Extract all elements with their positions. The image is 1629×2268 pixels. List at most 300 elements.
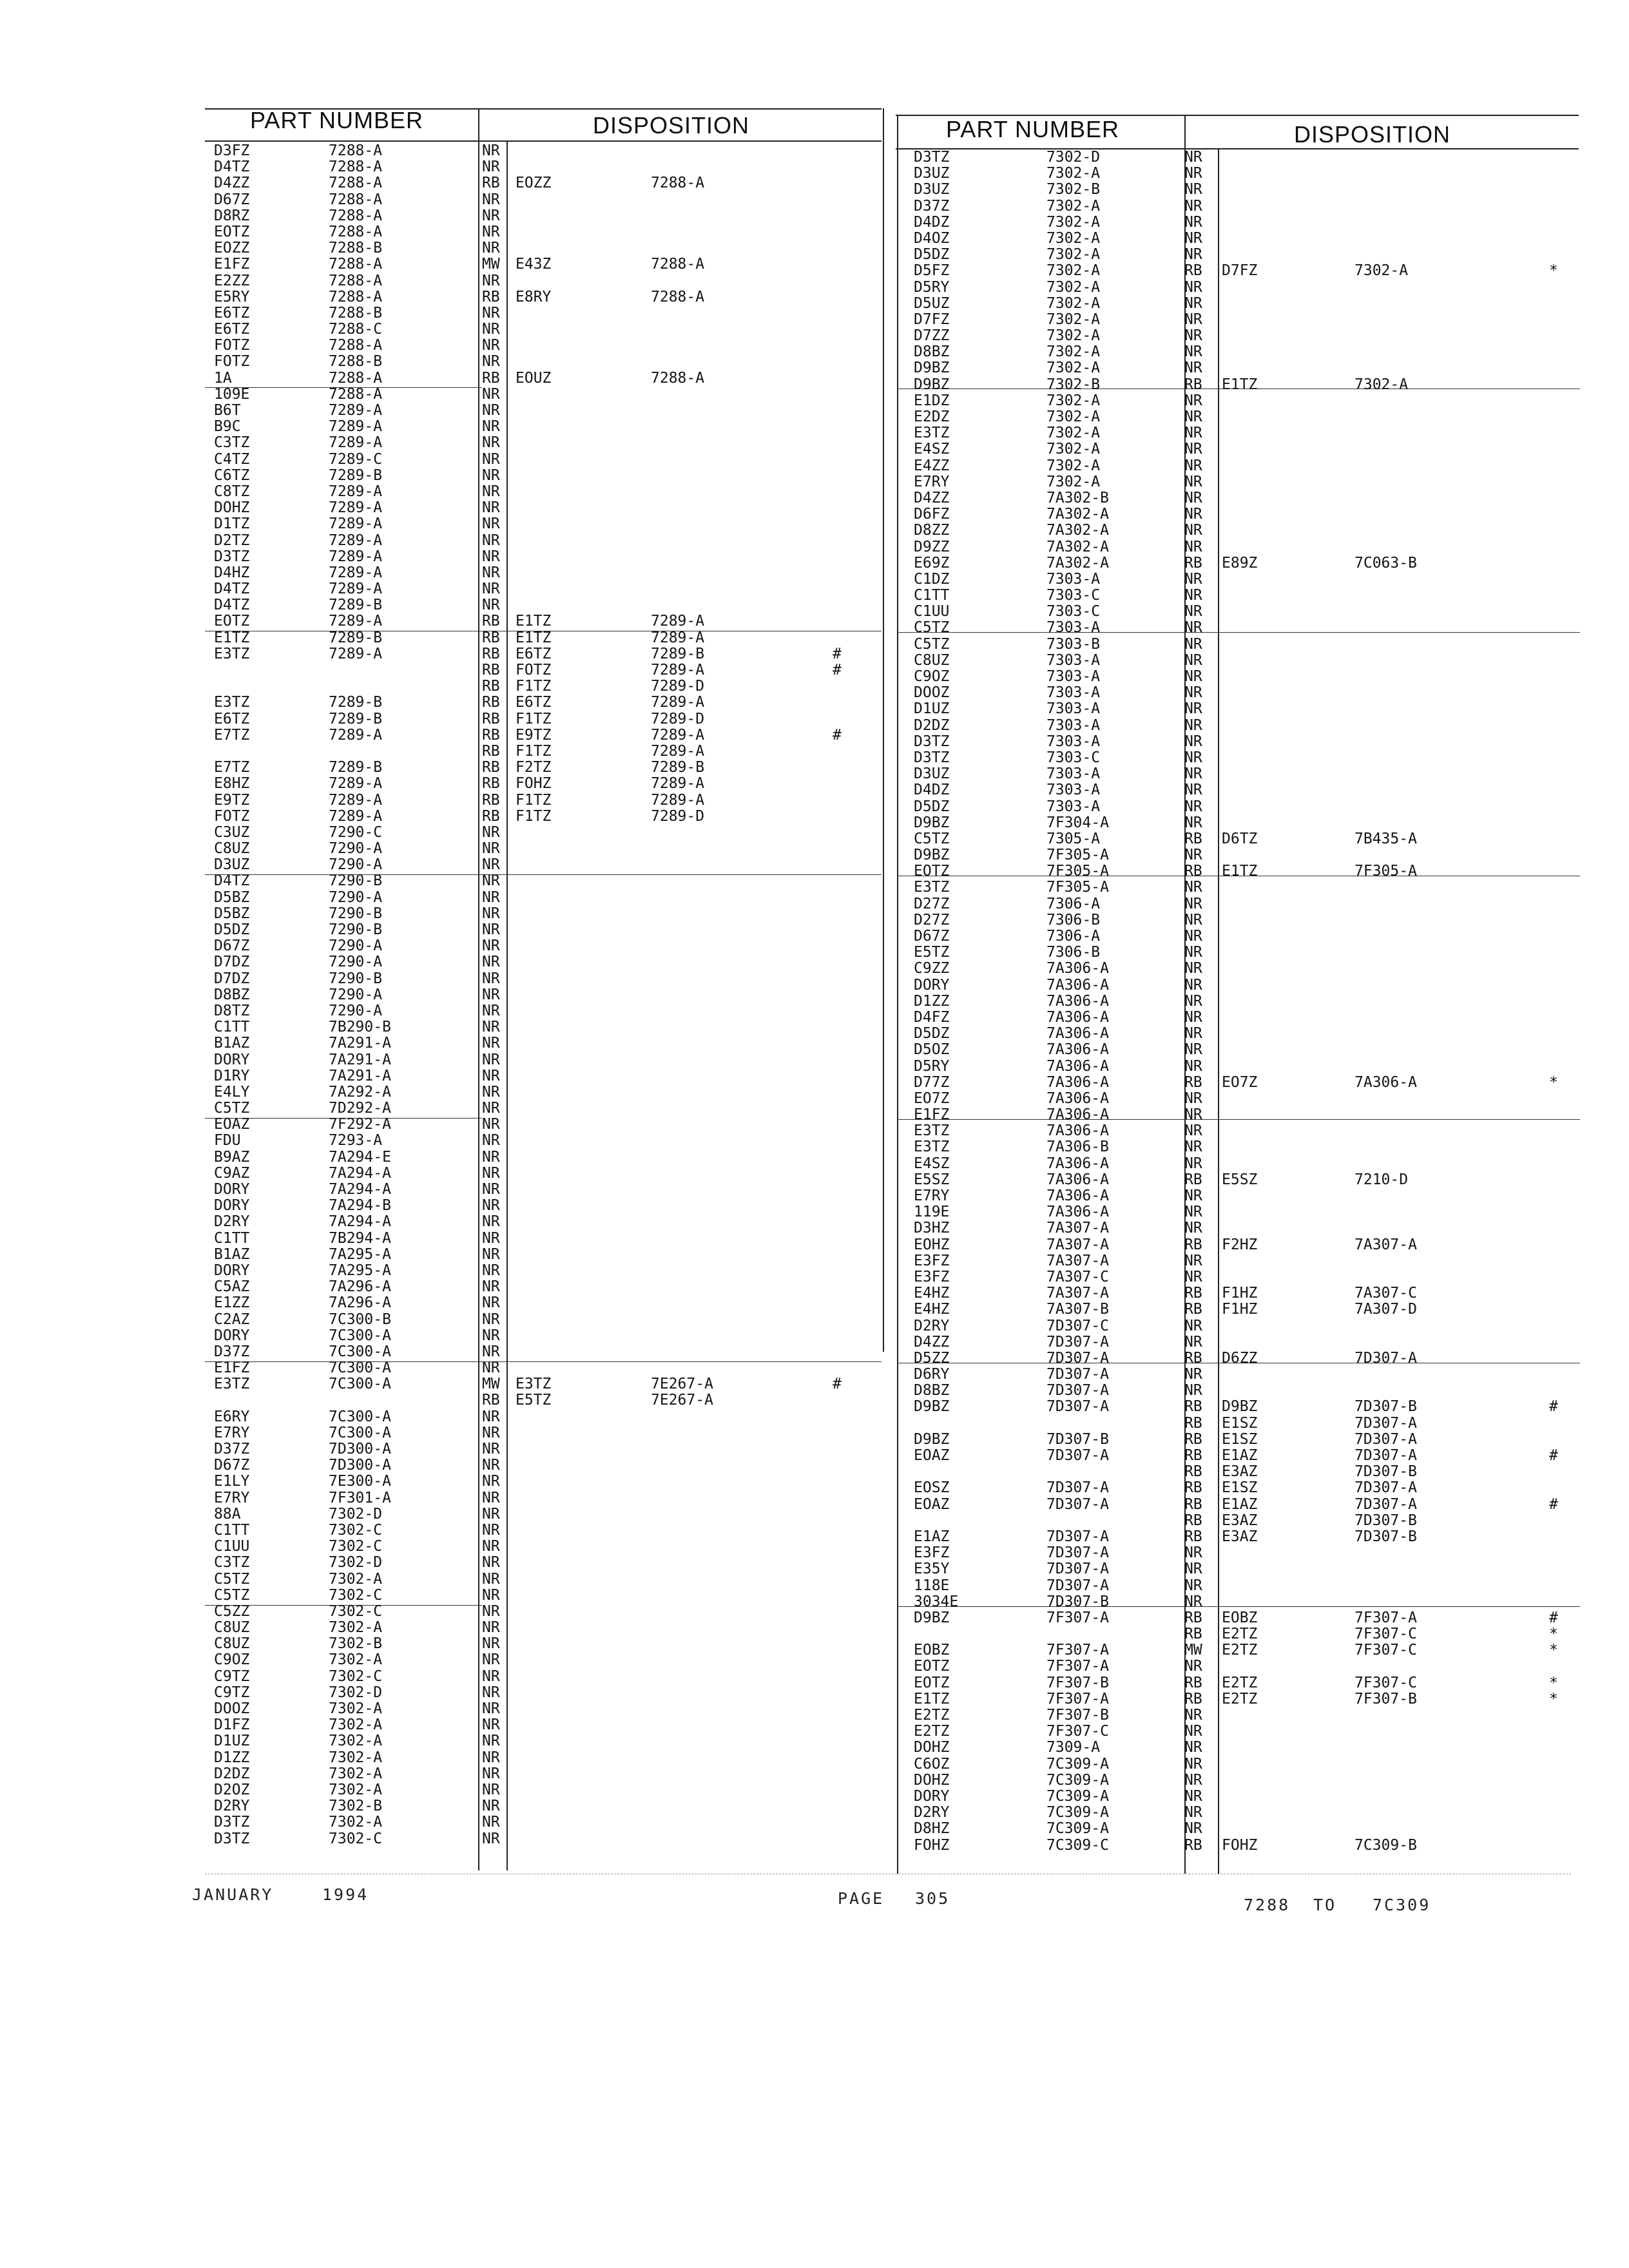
part-base: 7289-A (329, 775, 383, 793)
replacement-base: 7289-D (651, 678, 705, 695)
disposition-code: NR (1184, 619, 1202, 637)
part-base: 7302-A (1046, 197, 1101, 215)
disposition-code: NR (482, 823, 500, 841)
disposition-code: NR (1184, 327, 1202, 345)
part-prefix: E6TZ (214, 321, 250, 338)
disposition-code: NR (1184, 360, 1202, 377)
table-row (898, 815, 1575, 831)
table-row (898, 1529, 1575, 1545)
part-base: 7D307-A (1046, 1333, 1109, 1350)
part-base: 7C309-A (1046, 1804, 1109, 1821)
disposition-code: NR (482, 1798, 500, 1815)
table-row (898, 425, 1575, 441)
disposition-code: NR (1184, 165, 1202, 182)
disposition-code: NR (1184, 782, 1202, 799)
disposition-code: NR (482, 1538, 500, 1555)
table-row (898, 588, 1575, 604)
table-row (898, 1626, 1575, 1642)
note-mark: # (1549, 1495, 1558, 1513)
disposition-code: NR (482, 1035, 500, 1052)
part-prefix: D5DZ (914, 246, 950, 264)
table-row (898, 1334, 1575, 1350)
part-prefix: D3UZ (214, 856, 250, 874)
part-base: 7D307-A (1046, 1398, 1109, 1416)
disposition-code: RB (1184, 1674, 1202, 1691)
part-prefix: E4HZ (914, 1301, 950, 1318)
replacement-base: 7D307-A (1354, 1495, 1417, 1513)
note-mark: * (1549, 262, 1558, 280)
part-base: 7289-A (329, 402, 383, 419)
table-row (206, 922, 876, 938)
replacement-base: 7289-A (651, 775, 705, 793)
replacement-prefix: EOUZ (516, 369, 552, 387)
part-prefix: D8ZZ (914, 522, 950, 539)
part-prefix: E1TZ (214, 629, 250, 646)
part-base: 7288-A (329, 385, 383, 403)
part-base: 7302-B (1046, 376, 1101, 393)
table-row (898, 1805, 1575, 1821)
part-prefix: B1AZ (214, 1245, 250, 1263)
disposition-code: RB (1184, 1447, 1202, 1464)
part-prefix: EOTZ (914, 1674, 950, 1691)
part-base: 7290-A (329, 889, 383, 906)
table-row (206, 1441, 876, 1457)
footer-month: JANUARY (192, 1885, 274, 1904)
table-row (206, 1279, 876, 1295)
disposition-code: NR (1184, 1723, 1202, 1740)
table-row (898, 1561, 1575, 1577)
table-row (898, 1302, 1575, 1318)
table-row (206, 841, 876, 857)
disposition-code: NR (482, 223, 500, 240)
disposition-code: NR (482, 450, 500, 468)
table-row (206, 760, 876, 776)
replacement-base: 7C063-B (1354, 554, 1417, 572)
disposition-code: NR (482, 499, 500, 517)
part-prefix: E3TZ (214, 694, 250, 711)
table-row (206, 1474, 876, 1490)
part-prefix: D4TZ (214, 597, 250, 614)
part-prefix: E1TZ (914, 1690, 950, 1707)
part-base: 7302-A (1046, 343, 1101, 361)
table-row (206, 1425, 876, 1441)
table-row (206, 727, 876, 744)
part-base: 7A302-B (1046, 489, 1109, 506)
part-base: 7290-B (329, 970, 383, 987)
disposition-code: RB (1184, 1495, 1202, 1513)
part-base: 7289-B (329, 597, 383, 614)
replacement-prefix: E1SZ (1222, 1414, 1258, 1432)
part-base: 7290-C (329, 823, 383, 841)
table-row (206, 1555, 876, 1571)
table-row (206, 1506, 876, 1523)
part-base: 7290-B (329, 905, 383, 922)
disposition-code: RB (1184, 1479, 1202, 1497)
part-prefix: DORY (214, 1051, 250, 1068)
disposition-code: NR (1184, 1577, 1202, 1594)
table-row (898, 766, 1575, 782)
table-row (898, 458, 1575, 474)
part-prefix: FOTZ (214, 807, 250, 825)
part-prefix: E5TZ (914, 944, 950, 961)
disposition-code: NR (1184, 425, 1202, 442)
part-base: 7A306-A (1046, 1171, 1109, 1188)
part-base: 7A294-A (329, 1181, 391, 1198)
part-prefix: E1FZ (214, 1360, 250, 1377)
replacement-prefix: E1TZ (1222, 863, 1258, 880)
part-base: 7302-A (1046, 165, 1101, 182)
disposition-code: NR (482, 466, 500, 484)
table-row (898, 344, 1575, 360)
part-prefix: D37Z (214, 1441, 250, 1457)
part-base: 7302-C (329, 1830, 383, 1847)
disposition-code: RB (482, 710, 500, 727)
disposition-code: NR (482, 905, 500, 922)
table-row (206, 159, 876, 175)
replacement-prefix: FOHZ (516, 775, 552, 793)
table-row (206, 1019, 876, 1035)
part-prefix: D1ZZ (214, 1749, 250, 1766)
disposition-code: NR (482, 532, 500, 549)
part-prefix: C9TZ (214, 1667, 250, 1685)
disposition-code: RB (1184, 1414, 1202, 1432)
left-disposition-header: DISPOSITION (593, 112, 750, 139)
table-row (206, 630, 876, 646)
disposition-code: NR (1184, 765, 1202, 783)
part-base: 7A296-A (329, 1294, 391, 1312)
disposition-code: NR (1184, 635, 1202, 653)
replacement-base: 7289-A (651, 629, 705, 646)
table-row (898, 1399, 1575, 1415)
part-base: 7302-A (329, 1733, 383, 1750)
table-row (898, 296, 1575, 312)
part-prefix: D9BZ (914, 376, 950, 393)
disposition-code: NR (1184, 587, 1202, 604)
footer-year: 1994 (322, 1885, 369, 1904)
part-prefix: DOHZ (214, 499, 250, 517)
part-prefix: D8BZ (914, 1382, 950, 1399)
part-prefix: FDU (214, 1132, 241, 1149)
part-base: 7F307-A (1046, 1658, 1109, 1675)
part-base: 7F304-A (1046, 814, 1109, 831)
part-base: 7288-A (329, 142, 383, 159)
disposition-code: NR (482, 1262, 500, 1279)
disposition-code: NR (482, 1814, 500, 1831)
part-prefix: E2DZ (914, 408, 950, 425)
part-base: 7302-D (329, 1505, 383, 1523)
part-base: 7290-A (329, 986, 383, 1003)
table-row (898, 1464, 1575, 1480)
part-base: 7A291-A (329, 1067, 391, 1084)
part-base: 7A296-A (329, 1278, 391, 1296)
footer-range-to: 7C309 (1373, 1896, 1431, 1914)
part-prefix: E1FZ (914, 1106, 950, 1124)
disposition-code: NR (482, 1441, 500, 1457)
table-row (898, 1367, 1575, 1383)
disposition-code: NR (1184, 928, 1202, 945)
part-base: 7C309-C (1046, 1836, 1109, 1854)
table-row (898, 1042, 1575, 1058)
part-base: 7302-A (1046, 360, 1101, 377)
part-base: 7290-A (329, 1002, 383, 1019)
part-prefix: E1FZ (214, 256, 250, 273)
part-base: 7303-A (1046, 716, 1101, 734)
disposition-code: NR (1184, 814, 1202, 831)
part-prefix: D2OZ (214, 1781, 250, 1798)
part-prefix: D3FZ (214, 142, 250, 159)
part-prefix: E3FZ (914, 1544, 950, 1562)
table-row (206, 1214, 876, 1230)
disposition-code: NR (1184, 473, 1202, 490)
disposition-code: RB (1184, 1836, 1202, 1854)
part-prefix: EOSZ (914, 1479, 950, 1497)
center-divider-rule (883, 108, 884, 1352)
part-prefix: 118E (914, 1577, 950, 1594)
table-row (898, 701, 1575, 717)
part-prefix: DOOZ (914, 684, 950, 702)
disposition-code: MW (1184, 1642, 1202, 1659)
table-row (898, 1497, 1575, 1513)
table-row (898, 1107, 1575, 1123)
disposition-code: RB (482, 759, 500, 776)
disposition-code: NR (1184, 1008, 1202, 1026)
part-prefix: D3UZ (914, 165, 950, 182)
part-prefix: E1DZ (914, 392, 950, 409)
replacement-prefix: F1TZ (516, 807, 552, 825)
part-prefix: D4TZ (214, 872, 250, 890)
table-row (898, 734, 1575, 750)
table-row (898, 1253, 1575, 1269)
table-row (898, 1432, 1575, 1448)
table-row (206, 1814, 876, 1831)
replacement-base: 7289-A (651, 742, 705, 760)
disposition-code: NR (1184, 749, 1202, 766)
replacement-prefix: E1TZ (1222, 376, 1258, 393)
disposition-code: NR (482, 159, 500, 176)
left-parts-table (206, 143, 876, 1847)
part-base: 7D307-A (1046, 1577, 1109, 1594)
disposition-code: RB (1184, 1236, 1202, 1253)
part-base: 7290-B (329, 921, 383, 938)
table-row (206, 954, 876, 970)
part-base: 7289-B (329, 629, 383, 646)
table-row (898, 994, 1575, 1010)
part-prefix: C9TZ (214, 1684, 250, 1701)
table-row (898, 831, 1575, 847)
part-prefix: C5TZ (214, 1586, 250, 1604)
disposition-code: NR (1184, 343, 1202, 361)
table-row (898, 912, 1575, 928)
disposition-code: NR (1184, 441, 1202, 458)
replacement-prefix: E2TZ (1222, 1690, 1258, 1707)
part-prefix: D9BZ (914, 847, 950, 864)
part-base: 7289-B (329, 694, 383, 711)
part-prefix: E1AZ (914, 1528, 950, 1545)
footer-range-to-word: TO (1313, 1896, 1337, 1914)
table-row (898, 490, 1575, 506)
part-base: 7A306-A (1046, 1090, 1109, 1107)
disposition-code: NR (1184, 489, 1202, 506)
part-base: 7303-A (1046, 619, 1101, 637)
part-prefix: D1UZ (914, 700, 950, 718)
table-row (898, 718, 1575, 734)
part-base: 7302-D (329, 1554, 383, 1571)
disposition-code: NR (482, 1489, 500, 1506)
replacement-base: 7D307-A (1354, 1447, 1417, 1464)
disposition-code: NR (482, 1408, 500, 1425)
part-prefix: E5RY (214, 288, 250, 305)
replacement-prefix: E1AZ (1222, 1447, 1258, 1464)
part-base: 7A307-B (1046, 1301, 1109, 1318)
part-base: 7D307-B (1046, 1430, 1109, 1448)
part-base: 7288-A (329, 256, 383, 273)
part-base: 7F301-A (329, 1489, 391, 1506)
part-base: 7289-A (329, 645, 383, 662)
part-prefix: C1TT (214, 1521, 250, 1539)
table-row (898, 1789, 1575, 1805)
part-prefix: E6TZ (214, 304, 250, 322)
replacement-prefix: E3AZ (1222, 1528, 1258, 1545)
note-mark: # (1549, 1398, 1558, 1416)
part-base: 7F305-A (1046, 863, 1109, 880)
disposition-code: RB (1184, 1626, 1202, 1643)
part-prefix: C8UZ (914, 651, 950, 669)
part-base: 7D307-A (1046, 1561, 1109, 1578)
replacement-base: 7D307-B (1354, 1398, 1417, 1416)
part-base: 7302-A (329, 1619, 383, 1637)
table-row (898, 1220, 1575, 1236)
table-row (898, 653, 1575, 669)
part-prefix: E69Z (914, 554, 950, 572)
disposition-code: NR (1184, 1317, 1202, 1334)
disposition-code: RB (1184, 1430, 1202, 1448)
replacement-base: 7E267-A (651, 1392, 713, 1409)
disposition-code: NR (1184, 1252, 1202, 1269)
replacement-prefix: E2TZ (1222, 1674, 1258, 1691)
replacement-prefix: FOHZ (1222, 1836, 1258, 1854)
disposition-code: NR (482, 1067, 500, 1084)
part-base: 7302-A (329, 1651, 383, 1669)
disposition-code: NR (482, 1343, 500, 1360)
table-row (206, 192, 876, 208)
disposition-code: NR (482, 418, 500, 436)
disposition-code: NR (1184, 733, 1202, 750)
replacement-prefix: E89Z (1222, 554, 1258, 572)
part-prefix: C5AZ (214, 1278, 250, 1296)
part-prefix: D6FZ (914, 506, 950, 523)
replacement-prefix: E1SZ (1222, 1479, 1258, 1497)
part-base: 7293-A (329, 1132, 383, 1149)
table-row (898, 977, 1575, 994)
disposition-code: RB (1184, 1512, 1202, 1529)
part-prefix: D2TZ (214, 532, 250, 549)
table-row (206, 971, 876, 987)
part-prefix: EO7Z (914, 1090, 950, 1107)
table-row (898, 247, 1575, 263)
part-base: 7290-A (329, 954, 383, 971)
part-prefix: D67Z (214, 1457, 250, 1474)
part-base: 7306-B (1046, 911, 1101, 928)
part-base: 7B290-B (329, 1019, 391, 1036)
table-row (898, 474, 1575, 490)
note-mark: * (1549, 1626, 1558, 1643)
part-base: 7289-A (329, 564, 383, 581)
part-prefix: D3TZ (914, 733, 950, 750)
replacement-prefix: D6ZZ (1222, 1349, 1258, 1367)
part-base: 7D307-A (1046, 1544, 1109, 1562)
replacement-prefix: F1TZ (516, 678, 552, 695)
part-prefix: C5TZ (914, 619, 950, 637)
part-prefix: D4ZZ (214, 175, 250, 192)
part-base: 7306-B (1046, 944, 1101, 961)
part-prefix: 88A (214, 1505, 241, 1523)
part-base: 7302-C (329, 1602, 383, 1620)
part-prefix: D9BZ (914, 1609, 950, 1626)
disposition-code: NR (482, 321, 500, 338)
part-base: 7F305-A (1046, 879, 1109, 896)
disposition-code: NR (1184, 1025, 1202, 1043)
part-prefix: D5DZ (914, 798, 950, 815)
part-prefix: D9BZ (914, 1430, 950, 1448)
part-base: 7305-A (1046, 830, 1101, 847)
table-row (206, 776, 876, 792)
part-prefix: C6TZ (214, 466, 250, 484)
disposition-code: NR (482, 207, 500, 224)
part-base: 7F307-B (1046, 1707, 1109, 1724)
part-prefix: D3TZ (914, 149, 950, 166)
part-base: 7A306-A (1046, 1106, 1109, 1124)
disposition-code: NR (1184, 1366, 1202, 1383)
note-mark: # (1549, 1609, 1558, 1626)
part-prefix: D4OZ (914, 229, 950, 247)
disposition-code: NR (482, 986, 500, 1003)
part-prefix: DORY (214, 1327, 250, 1344)
table-row (206, 695, 876, 711)
note-mark: # (833, 645, 842, 662)
disposition-code: NR (482, 191, 500, 208)
disposition-code: RB (1184, 1301, 1202, 1318)
disposition-code: RB (482, 726, 500, 744)
part-prefix: D2RY (214, 1798, 250, 1815)
part-prefix: E4HZ (914, 1285, 950, 1302)
footer-page-number: 305 (915, 1889, 950, 1908)
part-prefix: E7RY (914, 1187, 950, 1204)
disposition-code: RB (1184, 1463, 1202, 1481)
part-base: 7302-C (329, 1667, 383, 1685)
footer-page-label: PAGE (838, 1889, 885, 1908)
part-prefix: C6OZ (914, 1755, 950, 1773)
disposition-code: NR (482, 1765, 500, 1782)
part-prefix: C1TT (214, 1019, 250, 1036)
table-row (898, 669, 1575, 685)
part-base: 7302-A (329, 1716, 383, 1734)
table-row (898, 1838, 1575, 1854)
table-row (206, 565, 876, 581)
replacement-base: 7210-D (1354, 1171, 1409, 1188)
table-row (206, 175, 876, 191)
part-prefix: D5RY (914, 278, 950, 296)
part-base: 7A302-A (1046, 554, 1109, 572)
disposition-code: NR (1184, 1057, 1202, 1075)
disposition-code: MW (482, 256, 500, 273)
table-row (206, 1620, 876, 1636)
disposition-code: RB (482, 662, 500, 678)
table-row (898, 1642, 1575, 1658)
disposition-code: NR (1184, 944, 1202, 961)
disposition-code: NR (1184, 1755, 1202, 1773)
part-prefix: EOTZ (914, 1658, 950, 1675)
part-base: 7303-A (1046, 684, 1101, 702)
